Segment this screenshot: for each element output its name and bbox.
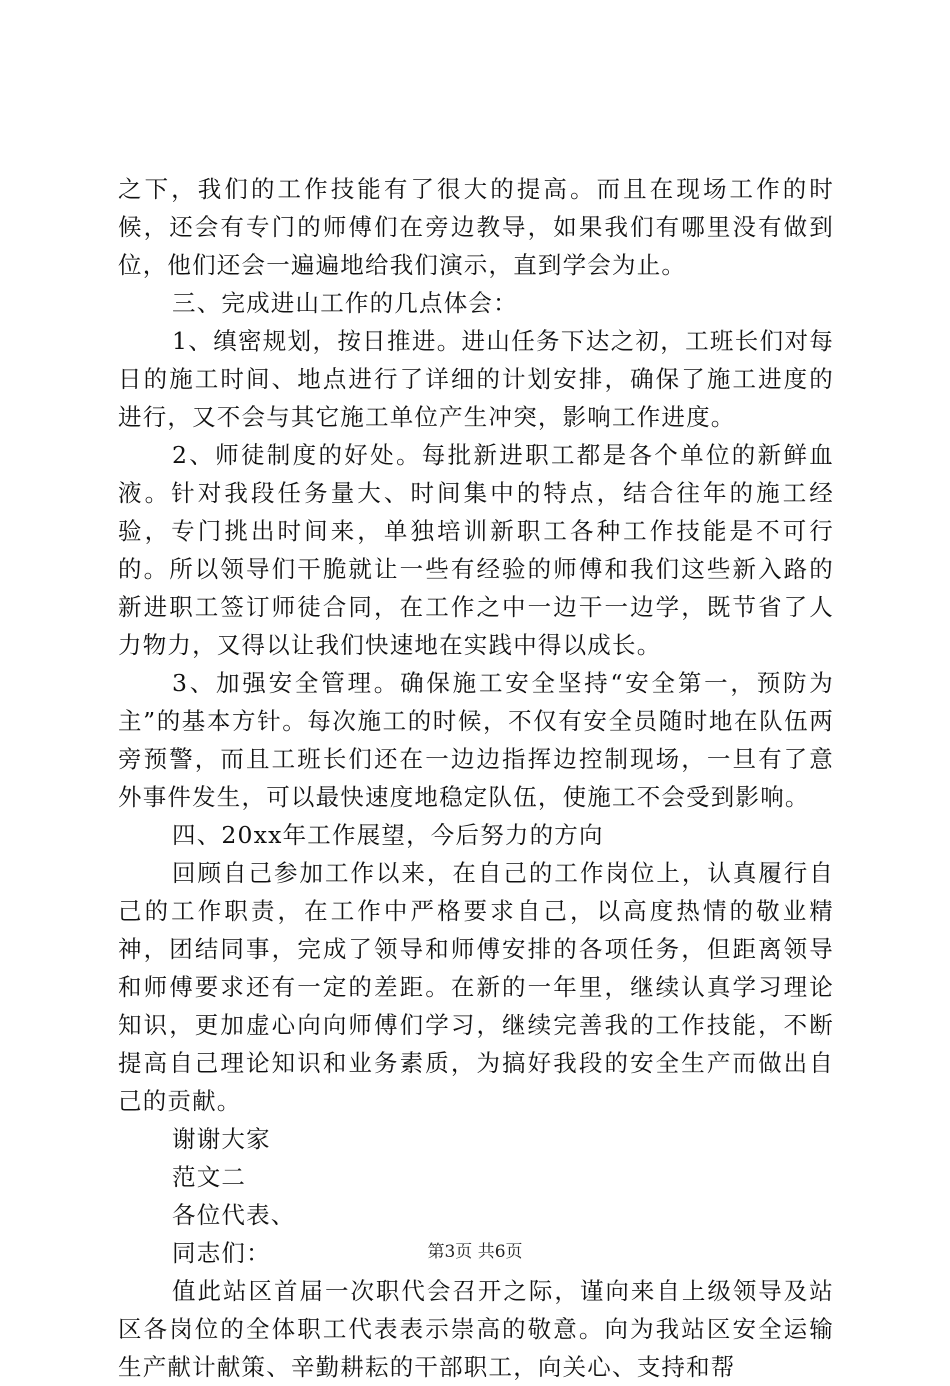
salutation-representatives: 各位代表、 [172,1201,296,1229]
page-footer: 第3页 共6页 [427,1242,523,1262]
paragraph-point-3: 3、加强安全管理。确保施工安全坚持“安全第一，预防为主”的基本方针。每次施工的时候，不仅有安全员随时地在队伍两旁预警，而且工班长们还在一边边指挥边控制现场，一旦有了意外事件发生，可以最快速度地稳定队伍，使施工不会受到影响。 [118,669,834,811]
paragraph-continuation: 之下，我们的工作技能有了很大的提高。而且在现场工作的时候，还会有专门的师傅们在旁边教导，如果我们有哪里没有做到位，他们还会一遍遍地给我们演示，直到学会为止。 [118,175,834,279]
closing-thanks: 谢谢大家 [172,1125,271,1153]
document-body [118,170,834,1386]
section-heading-3: 三、完成进山工作的几点体会： [172,289,518,317]
paragraph-point-1: 1、缜密规划，按日推进。进山任务下达之初，工班长们对每日的施工时间、地点进行了详细的计划安排，确保了施工进度的进行，又不会与其它施工单位产生冲突，影响工作进度。 [118,327,834,431]
paragraph-point-2: 2、师徒制度的好处。每批新进职工都是各个单位的新鲜血液。针对我段任务量大、时间集中的特点，结合往年的施工经验，专门挑出时间来，单独培训新职工各种工作技能是不可行的。所以领导们干脆就让一些有经验的师傅和我们这些新入路的新进职工签订师徒合同，在工作之中一边干一边学，既节省了人力物力，又得以让我们快速地在实践中得以成长。 [118,441,834,659]
sample-heading-2: 范文二 [172,1163,247,1191]
salutation-comrades: 同志们： [172,1239,271,1267]
paragraph-review: 回顾自己参加工作以来，在自己的工作岗位上，认真履行自己的工作职责，在工作中严格要求自己，以高度热情的敬业精神，团结同事，完成了领导和师傅安排的各项任务，但距离领导和师傅要求还有一定的差距。在新的一年里，继续认真学习理论知识，更加虚心向向师傅们学习，继续完善我的工作技能，不断提高自己理论知识和业务素质，为搞好我段的安全生产而做出自己的贡献。 [118,859,834,1115]
section-heading-4: 四、20xx年工作展望，今后努力的方向 [172,821,604,849]
paragraph-opening: 值此站区首届一次职代会召开之际，谨向来自上级领导及站区各岗位的全体职工代表表示崇高的敬意。向为我站区安全运输生产献计献策、辛勤耕耘的干部职工，向关心、支持和帮 [118,1277,834,1381]
